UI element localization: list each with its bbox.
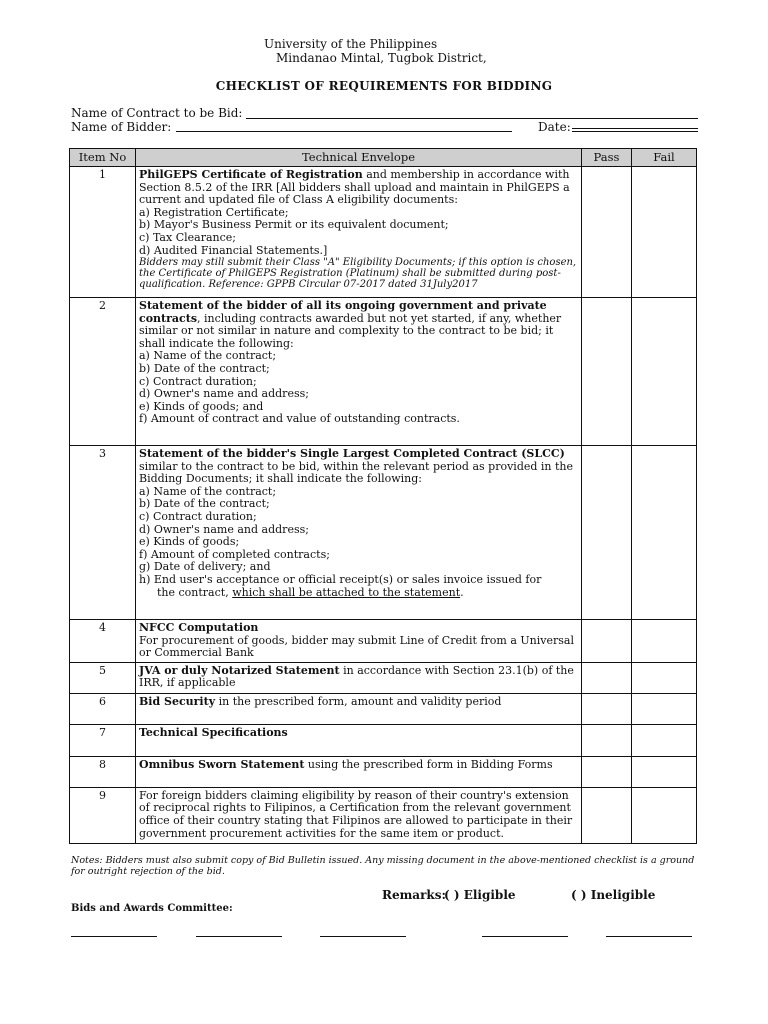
sub-item-continuation bbox=[139, 587, 578, 600]
header-pass: Pass bbox=[582, 149, 632, 167]
attachment-note: which shall be attached to the statement bbox=[232, 585, 461, 599]
fail-cell[interactable] bbox=[632, 756, 697, 787]
requirement-cell bbox=[136, 167, 582, 298]
table-row bbox=[70, 787, 697, 843]
pass-cell[interactable] bbox=[582, 298, 632, 446]
sub-item: d) Audited Financial Statements.] bbox=[139, 243, 328, 257]
pass-cell[interactable] bbox=[582, 167, 632, 298]
sub-item: b) Date of the contract; bbox=[139, 361, 270, 375]
requirement-title: Statement of the bidder's Single Largest Completed Contract (SLCC) bbox=[139, 447, 565, 460]
committee-label: Bids and Awards Committee: bbox=[71, 903, 233, 914]
requirement-cell bbox=[136, 756, 582, 787]
signature-line[interactable] bbox=[482, 936, 568, 937]
fail-cell[interactable] bbox=[632, 693, 697, 724]
pass-cell[interactable] bbox=[582, 446, 632, 620]
bidder-name-label: Name of Bidder: bbox=[71, 120, 172, 134]
page-title: CHECKLIST OF REQUIREMENTS FOR BIDDING bbox=[215, 79, 553, 93]
requirement-title: JVA or duly Notarized Statement bbox=[139, 663, 340, 677]
fail-cell[interactable] bbox=[632, 787, 697, 843]
item-number: 7 bbox=[70, 724, 136, 756]
requirement-text: , including contracts awarded but not yet started, if any, whether similar or not similar in nature and complexity to the contract to be bid; it shall indicate the following: bbox=[139, 311, 562, 350]
sub-item: d) Owner's name and address; bbox=[139, 522, 309, 536]
table-row bbox=[70, 693, 697, 724]
fail-cell[interactable] bbox=[632, 298, 697, 446]
requirement-title: Bid Security bbox=[139, 694, 216, 708]
item-number: 3 bbox=[70, 446, 136, 620]
sub-item: c) Contract duration; bbox=[139, 374, 257, 388]
sub-item: a) Name of the contract; bbox=[139, 484, 277, 498]
header-technical-envelope: Technical Envelope bbox=[136, 149, 582, 167]
requirement-text: For foreign bidders claiming eligibility by reason of their country's extension of reciprocal rights to Filipinos, a Certification from the relevant government office of their country stating that Filipinos are allowed to participate in their government procurement activities for the same item or product. bbox=[139, 788, 573, 840]
contract-name-line[interactable] bbox=[246, 118, 698, 119]
item-number: 4 bbox=[70, 620, 136, 663]
continuation-end: . bbox=[460, 585, 464, 599]
header-fail: Fail bbox=[632, 149, 697, 167]
requirement-title: Technical Specifications bbox=[139, 725, 288, 739]
pass-cell[interactable] bbox=[582, 756, 632, 787]
requirements-table bbox=[69, 148, 697, 844]
header-item-no: Item No bbox=[70, 149, 136, 167]
date-label: Date: bbox=[538, 120, 571, 134]
requirement-cell bbox=[136, 787, 582, 843]
item-number: 8 bbox=[70, 756, 136, 787]
sub-item: f) Amount of completed contracts; bbox=[139, 547, 330, 561]
remarks-label: Remarks: bbox=[382, 888, 446, 902]
contract-name-label: Name of Contract to be Bid: bbox=[71, 106, 243, 120]
sub-item: h) End user's acceptance or official receipt(s) or sales invoice issued for bbox=[139, 572, 542, 586]
item-number: 1 bbox=[70, 167, 136, 298]
requirement-cell bbox=[136, 446, 582, 620]
pass-cell[interactable] bbox=[582, 787, 632, 843]
sub-item: a) Name of the contract; bbox=[139, 349, 277, 363]
requirement-cell bbox=[136, 298, 582, 446]
sub-item: e) Kinds of goods; bbox=[139, 535, 240, 549]
university-name: University of the Philippines bbox=[264, 37, 438, 51]
table-row bbox=[70, 620, 697, 663]
signature-line[interactable] bbox=[320, 936, 406, 937]
requirement-title: PhilGEPS Certificate of Registration bbox=[139, 168, 363, 181]
table-row bbox=[70, 167, 697, 298]
pass-cell[interactable] bbox=[582, 724, 632, 756]
sub-item: b) Mayor's Business Permit or its equivalent document; bbox=[139, 218, 449, 232]
pass-cell[interactable] bbox=[582, 693, 632, 724]
bidder-name-line[interactable] bbox=[176, 131, 512, 132]
item-number: 6 bbox=[70, 693, 136, 724]
sub-item: b) Date of the contract; bbox=[139, 497, 270, 511]
pass-cell[interactable] bbox=[582, 620, 632, 663]
date-line[interactable] bbox=[572, 131, 698, 132]
table-row bbox=[70, 756, 697, 787]
requirement-cell bbox=[136, 724, 582, 756]
requirement-cell bbox=[136, 693, 582, 724]
fail-cell[interactable] bbox=[632, 167, 697, 298]
ineligible-option[interactable]: ( ) Ineligible bbox=[571, 888, 656, 902]
item-number: 2 bbox=[70, 298, 136, 446]
fail-cell[interactable] bbox=[632, 620, 697, 663]
table-row bbox=[70, 446, 697, 620]
signature-line[interactable] bbox=[606, 936, 692, 937]
requirement-cell bbox=[136, 620, 582, 663]
fail-cell[interactable] bbox=[632, 724, 697, 756]
table-row bbox=[70, 298, 697, 446]
sub-item: a) Registration Certificate; bbox=[139, 205, 289, 219]
table-header-row bbox=[70, 149, 697, 167]
sub-item: c) Tax Clearance; bbox=[139, 230, 236, 244]
continuation-text: the contract, bbox=[157, 585, 233, 599]
university-address: Mindanao Mintal, Tugbok District, bbox=[276, 51, 487, 65]
item-number: 9 bbox=[70, 787, 136, 843]
requirement-text: similar to the contract to be bid, within the relevant period as provided in the Bidding Documents; it shall indicate the following: bbox=[139, 459, 574, 486]
requirement-title: Omnibus Sworn Statement bbox=[139, 757, 305, 771]
requirement-text: in accordance with Section 23.1(b) of the IRR, if applicable bbox=[139, 663, 574, 690]
requirement-text: For procurement of goods, bidder may submit Line of Credit from a Universal or Commercial Bank bbox=[139, 633, 574, 660]
table-row bbox=[70, 662, 697, 693]
sub-item: c) Contract duration; bbox=[139, 509, 257, 523]
sub-item: e) Kinds of goods; and bbox=[139, 399, 264, 413]
item-number: 5 bbox=[70, 662, 136, 693]
sub-item: d) Owner's name and address; bbox=[139, 387, 309, 401]
table-row bbox=[70, 724, 697, 756]
requirement-cell bbox=[136, 662, 582, 693]
signature-line[interactable] bbox=[196, 936, 282, 937]
requirement-text: using the prescribed form in Bidding Forms bbox=[304, 757, 553, 771]
requirement-note: Bidders may still submit their Class "A" Eligibility Documents; if this option is chosen, the Certificate of PhilGEPS Registration (Platinum) shall be submitted during post-qualification. Reference: GPPB Circular 07-2017 dated 31July2017 bbox=[139, 257, 577, 291]
requirement-title: Statement of the bidder of all its ongoing government and private contracts bbox=[139, 299, 547, 325]
eligible-option[interactable]: ( ) Eligible bbox=[444, 888, 516, 902]
sub-item: f) Amount of contract and value of outstanding contracts. bbox=[139, 412, 460, 426]
requirement-title: NFCC Computation bbox=[139, 621, 259, 634]
fail-cell[interactable] bbox=[632, 662, 697, 693]
signature-line[interactable] bbox=[71, 936, 157, 937]
requirement-text: in the prescribed form, amount and validity period bbox=[215, 694, 502, 708]
pass-cell[interactable] bbox=[582, 662, 632, 693]
sub-item: g) Date of delivery; and bbox=[139, 560, 271, 574]
notes-text: Notes: Bidders must also submit copy of Bid Bulletin issued. Any missing document in the above-mentioned checklist is a ground for outright rejection of the bid. bbox=[71, 855, 695, 877]
fail-cell[interactable] bbox=[632, 446, 697, 620]
requirement-text: and membership in accordance with Section 8.5.2 of the IRR [All bidders shall upload and maintain in PhilGEPS a current and updated file of Class A eligibility documents: bbox=[139, 168, 570, 207]
date-line-top bbox=[572, 128, 698, 129]
